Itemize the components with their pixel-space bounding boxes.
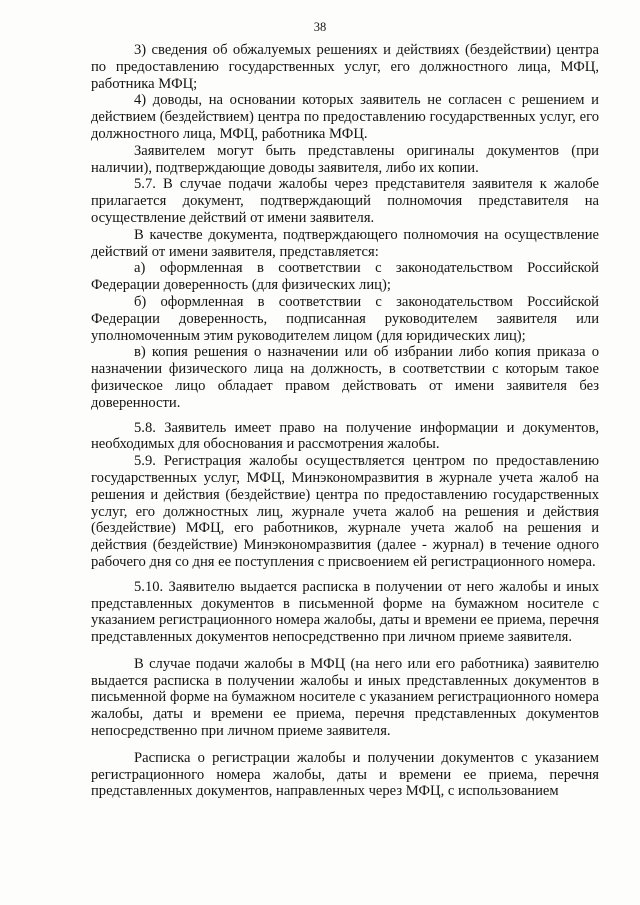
paragraph-5-9: 5.9. Регистрация жалобы осуществляется центром по предоставлению государственных услуг, МФЦ, Минэкономразвития в журнале учета жалоб на решения и действия (бездействие) центра по предоставлению государственных услуг, его должностных лиц, журнале учета жалоб на решения и действия (бездействие) МФЦ, его работников, журнале учета жалоб на решения и действия (бездействие) Минэкономразвития (далее - журнал) в течение одного рабочего дня со дня ее поступления с присвоением ей регистрационного номера. (91, 453, 599, 570)
paragraph-item-3: 3) сведения об обжалуемых решениях и действиях (бездействии) центра по предоставлению государственных услуг, его должностного лица, МФЦ, работника МФЦ; (91, 42, 599, 92)
document-body (91, 42, 599, 800)
paragraph-mfc-receipt: В случае подачи жалобы в МФЦ (на него или его работника) заявителю выдается расписка в получении жалобы и иных представленных документов в письменной форме на бумажном носителе с указанием регистрационного номера жалобы, даты и времени ее приема, перечня представленных документов непосредственно при личном приеме заявителя. (91, 655, 599, 740)
paragraph-item-4: 4) доводы, на основании которых заявитель не согласен с решением и действием (бездействием) центра по предоставлению государственных услуг, его должностного лица, МФЦ, работника МФЦ. (91, 92, 599, 142)
paragraph-representative-docs: В качестве документа, подтверждающего полномочия на осуществление действий от имени заявителя, представляется: (91, 226, 599, 260)
paragraph-5-7: 5.7. В случае подачи жалобы через представителя заявителя к жалобе прилагается документ, подтверждающий полномочия представителя на осуществление действий от имени заявителя. (91, 176, 599, 226)
paragraph-originals: Заявителем могут быть представлены оригиналы документов (при наличии), подтверждающие доводы заявителя, либо их копии. (91, 142, 599, 176)
paragraph-item-b: б) оформленная в соответствии с законодательством Российской Федерации доверенность, подписанная руководителем заявителя или уполномоченным этим руководителем лицом (для юридических лиц); (91, 293, 599, 344)
paragraph-5-10: 5.10. Заявителю выдается расписка в получении от него жалобы и иных представленных документов в письменной форме на бумажном носителе с указанием регистрационного номера жалобы, даты и времени ее приема, перечня представленных документов непосредственно при личном приеме заявителя. (91, 578, 599, 646)
page-number: 38 (313, 20, 327, 34)
paragraph-receipt-registration: Расписка о регистрации жалобы и получении документов с указанием регистрационного номера жалобы, даты и времени ее приема, перечня представленных документов, направленных через МФЦ, с использованием (91, 749, 599, 800)
paragraph-5-8: 5.8. Заявитель имеет право на получение информации и документов, необходимых для обоснования и рассмотрения жалобы. (91, 419, 599, 453)
paragraph-item-v: в) копия решения о назначении или об избрании либо копия приказа о назначении физического лица на должность, в соответствии с которым такое физическое лицо обладает правом действовать от имени заявителя без доверенности. (91, 344, 599, 411)
paragraph-item-a: а) оформленная в соответствии с законодательством Российской Федерации доверенность (для физических лиц); (91, 260, 599, 294)
